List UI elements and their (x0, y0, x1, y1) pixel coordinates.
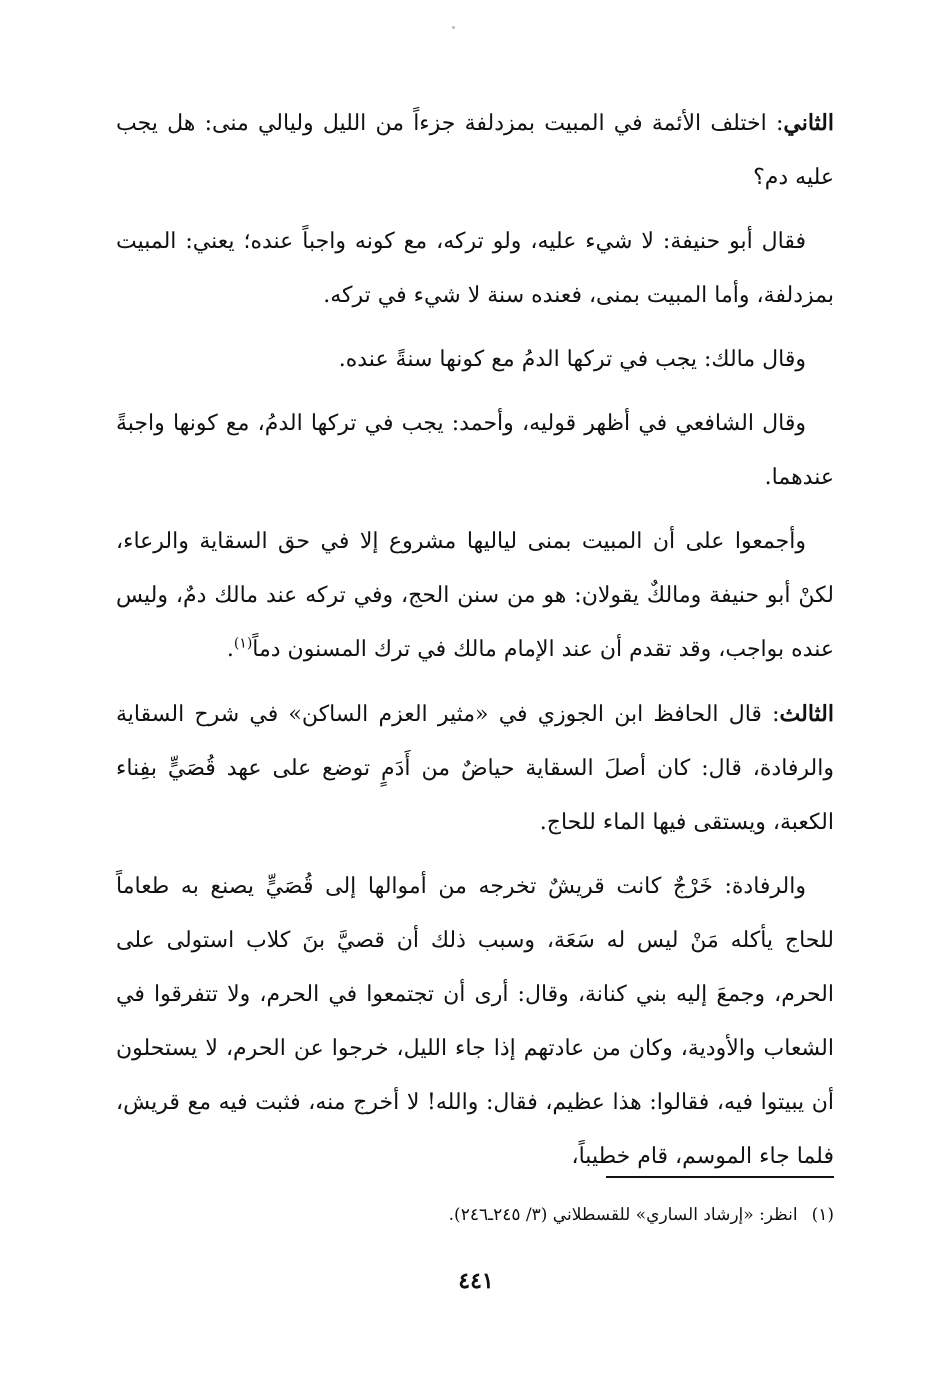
footnote (116, 1200, 834, 1230)
paragraph-tail: . (226, 637, 234, 662)
paragraph-lead: الثاني (783, 110, 834, 136)
paragraph-lead: الثالث (779, 701, 834, 727)
paragraph-text: وقال الشافعي في أظهر قوليه، وأحمد: يجب في تركها الدمُ، مع كونها واجبةً عندهما. (116, 411, 834, 490)
paragraph-text: والرفادة: خَرْجٌ كانت قريشٌ تخرجه من أموالها إلى قُصَيٍّ يصنع به طعاماً للحاج يأكله مَنْ ليس له سَعَة، وسبب ذلك أن قصيَّ بنَ كلاب استولى على الحرم، وجمعَ إليه بني كنانة، وقال: أرى أن تجتمعوا في الحرم، ولا تتفرقوا في الشعاب والأودية، وكان من عادتهم إذا جاء الليل، خرجوا عن الحرم، لا يستحلون أن يبيتوا فيه، فقالوا: هذا عظيم، فقال: والله! لا أخرج منه، فثبت فيه مع قريش، فلما جاء الموسم، قام خطيباً، (116, 874, 834, 1169)
scan-speck (452, 26, 455, 29)
paragraph-third-issue (116, 687, 834, 850)
paragraph-malik (116, 333, 834, 387)
paragraph-text: : اختلف الأئمة في المبيت بمزدلفة جزءاً من الليل وليالي منى: هل يجب عليه دم؟ (116, 111, 834, 190)
paragraph-consensus (116, 515, 834, 677)
paragraph-shafii (116, 397, 834, 505)
footnote-text: انظر: «إرشاد الساري» للقسطلاني (٣/ ٢٤٥ـ٢٤٦). (448, 1205, 798, 1225)
paragraph-text: وقال مالك: يجب في تركها الدمُ مع كونها سنةً عنده. (338, 347, 806, 372)
paragraph-rifada (116, 860, 834, 1184)
paragraph-text: فقال أبو حنيفة: لا شيء عليه، ولو تركه، مع كونه واجباً عنده؛ يعني: المبيت بمزدلفة، وأما المبيت بمنى، فعنده سنة لا شيء في تركه. (116, 229, 834, 308)
paragraph-text: وأجمعوا على أن المبيت بمنى لياليها مشروع إلا في حق السقاية والرعاء، لكنْ أبو حنيفة ومالكٌ يقولان: هو من سنن الحج، وفي تركه عند مالك دمٌ، وليس عنده بواجب، وقد تقدم أن عند الإمام مالك في ترك المسنون دماً (116, 529, 834, 662)
paragraph-abu-hanifa (116, 215, 834, 323)
main-text (116, 96, 834, 1194)
page-number: ٤٤١ (458, 1268, 494, 1294)
footnote-divider (606, 1176, 834, 1178)
footnote-number: (١) (811, 1205, 834, 1225)
paragraph-text: : قال الحافظ ابن الجوزي في «مثير العزم الساكن» في شرح السقاية والرفادة، قال: كان أصلَ السقاية حياضٌ من أَدَمٍ توضع على عهد قُصَيٍّ بفِناء الكعبة، ويستقى فيها الماء للحاج. (116, 702, 834, 835)
paragraph-second-issue (116, 96, 834, 205)
footnote-reference[interactable]: (١) (233, 635, 253, 652)
